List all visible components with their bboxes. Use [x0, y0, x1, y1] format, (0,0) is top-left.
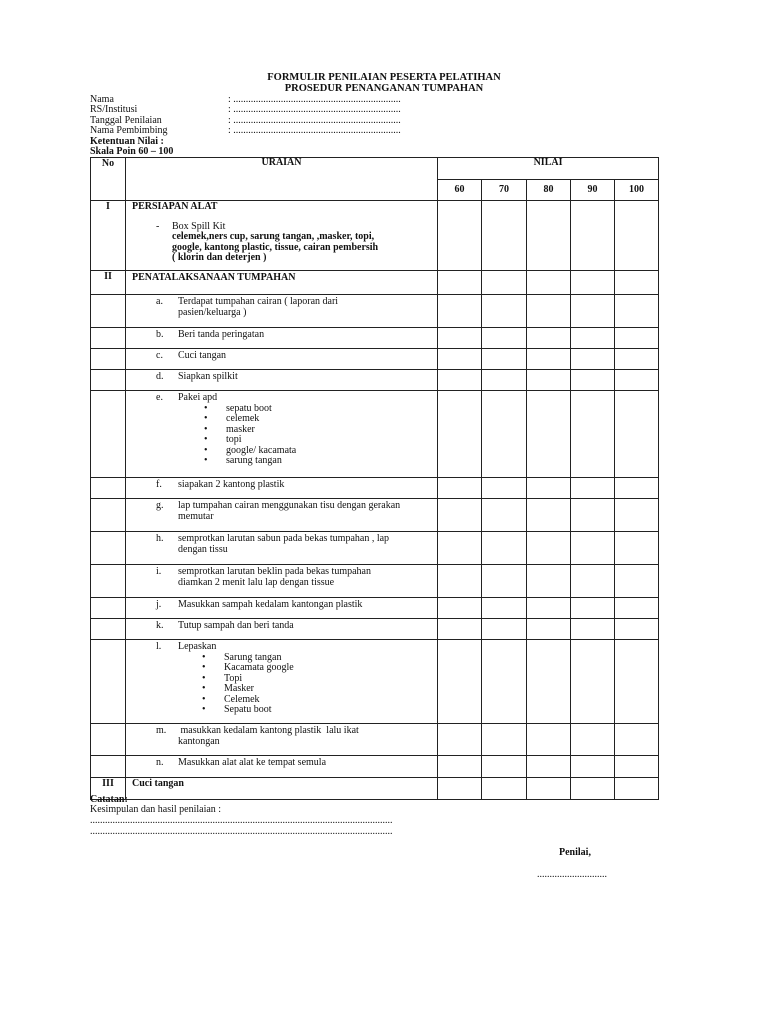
row-no-empty: [91, 640, 126, 724]
item-letter: c.: [156, 350, 163, 361]
score-cell[interactable]: [615, 724, 659, 756]
bullet-icon: •: [204, 423, 208, 435]
item-text: Beri tanda peringatan: [178, 329, 265, 340]
bullet-icon: •: [202, 693, 206, 705]
item-letter: n.: [156, 757, 164, 768]
table-row: [91, 756, 659, 778]
score-cell[interactable]: [615, 478, 659, 499]
row-no-empty: [91, 478, 126, 499]
rules-skala: Skala Poin 60 – 100: [90, 146, 174, 157]
signature-line[interactable]: ............................: [537, 869, 607, 880]
field-label: Nama: [90, 94, 114, 105]
score-header: 90: [571, 180, 615, 201]
item-letter: h.: [156, 533, 164, 544]
score-cell[interactable]: [482, 532, 527, 565]
row-no-empty: [91, 598, 126, 619]
score-cell[interactable]: [571, 328, 615, 349]
item-letter: i.: [156, 566, 162, 577]
row-no-empty: [91, 756, 126, 778]
bullet-item: [204, 455, 437, 467]
bullet-icon: •: [202, 704, 206, 715]
row-no-empty: [91, 724, 126, 756]
bullet-item: [202, 662, 437, 674]
list-item: [126, 349, 437, 362]
item-cell: [126, 391, 438, 478]
score-cell[interactable]: [615, 328, 659, 349]
section-persiapan: [126, 201, 438, 271]
score-cell[interactable]: [438, 370, 482, 391]
field-value: : ...................................................................: [228, 125, 401, 136]
score-cell[interactable]: [615, 532, 659, 565]
score-header: 100: [615, 180, 659, 201]
item-letter: f.: [156, 479, 162, 490]
score-cell[interactable]: [615, 391, 659, 478]
bullet-list: [178, 404, 437, 467]
list-item: [126, 478, 437, 491]
bullet-text: sepatu boot: [226, 402, 272, 414]
item-text: pasien/keluarga ): [178, 306, 247, 318]
row-no-empty: [91, 295, 126, 328]
score-cell[interactable]: [615, 295, 659, 328]
score-cell[interactable]: [527, 724, 571, 756]
item-letter: j.: [156, 599, 162, 610]
score-header: 80: [527, 180, 571, 201]
bullet-text: Topi: [224, 672, 243, 684]
table-row: [91, 201, 659, 271]
item-text: diamkan 2 menit lalu lap dengan tissue: [178, 576, 335, 588]
score-cell[interactable]: [438, 328, 482, 349]
score-cell[interactable]: [482, 756, 527, 778]
row-no-empty: [91, 499, 126, 532]
item-cell: [126, 532, 438, 565]
item-cell: [126, 499, 438, 532]
score-cell[interactable]: [527, 201, 571, 271]
table-row: [91, 640, 659, 724]
list-item: [126, 328, 437, 341]
item-text: Pakei apd: [178, 392, 218, 403]
table-row: [91, 598, 659, 619]
score-cell[interactable]: [571, 619, 615, 640]
score-cell[interactable]: [615, 499, 659, 532]
score-cell[interactable]: [615, 565, 659, 598]
bullet-text: celemek: [226, 413, 260, 424]
score-cell[interactable]: [527, 619, 571, 640]
score-cell[interactable]: [438, 295, 482, 328]
table-row: [91, 370, 659, 391]
list-item: [126, 640, 437, 716]
item-text: Cuci tangan: [178, 350, 227, 361]
form-title-line2: PROSEDUR PENANGANAN TUMPAHAN: [284, 83, 484, 94]
list-item: [126, 391, 437, 467]
section-title: Cuci tangan: [126, 778, 438, 800]
item-detail: google, kantong plastic, tissue, cairan pembersih: [172, 241, 379, 253]
item-text: Terdapat tumpahan cairan ( laporan dari: [178, 296, 339, 307]
score-cell[interactable]: [571, 370, 615, 391]
score-header: 70: [482, 180, 527, 201]
item-text: Box Spill Kit: [172, 220, 226, 232]
score-cell[interactable]: [571, 499, 615, 532]
table-row: [91, 778, 659, 800]
score-cell[interactable]: [571, 640, 615, 724]
table-row: [91, 565, 659, 598]
item-cell: [126, 640, 438, 724]
rules-ketentuan: Ketentuan Nilai :: [90, 136, 164, 147]
field-label: Nama Pembimbing: [90, 125, 168, 136]
bullet-icon: •: [204, 413, 208, 424]
list-item: [126, 532, 437, 555]
score-cell[interactable]: [438, 640, 482, 724]
bullet-list: [178, 653, 437, 716]
bullet-text: Kacamata google: [224, 662, 294, 673]
row-no-empty: [91, 328, 126, 349]
row-no-empty: [91, 532, 126, 565]
score-cell[interactable]: [482, 499, 527, 532]
table-row: [91, 532, 659, 565]
bullet-icon: •: [204, 434, 208, 445]
table-row: [91, 295, 659, 328]
list-item: [126, 499, 437, 522]
table-row: [91, 271, 659, 295]
table-row: [91, 349, 659, 370]
row-no-empty: [91, 565, 126, 598]
score-cell[interactable]: [527, 391, 571, 478]
notes-dotted-line: .........................................................................................................................: [90, 815, 393, 826]
score-cell[interactable]: [527, 349, 571, 370]
notes-kesimpulan: Kesimpulan dan hasil penilaian :: [90, 804, 222, 815]
item-text: siapakan 2 kantong plastik: [178, 479, 285, 490]
list-item: [126, 724, 437, 747]
item-cell: [126, 370, 438, 391]
row-no: II: [91, 271, 126, 295]
score-cell[interactable]: [615, 598, 659, 619]
score-cell[interactable]: [571, 756, 615, 778]
score-cell[interactable]: [438, 201, 482, 271]
item-cell: [126, 328, 438, 349]
header-uraian: URAIAN: [126, 158, 438, 201]
item-text: semprotkan larutan sabun pada bekas tumpahan , lap: [178, 533, 390, 544]
list-item: [126, 565, 437, 588]
item-cell: [126, 295, 438, 328]
bullet-item: [202, 672, 437, 685]
item-text: kantongan: [178, 735, 220, 747]
score-cell[interactable]: [438, 499, 482, 532]
item-letter: d.: [156, 371, 164, 382]
bullet-icon: •: [202, 672, 206, 684]
score-cell[interactable]: [571, 295, 615, 328]
signature-label: Penilai,: [559, 847, 591, 858]
item-letter: a.: [156, 296, 163, 307]
item-cell: [126, 598, 438, 619]
table-row: [91, 328, 659, 349]
score-header: 60: [438, 180, 482, 201]
row-no: I: [91, 201, 126, 271]
field-label: RS/Institusi: [90, 104, 138, 115]
section-title: PENATALAKSANAAN TUMPAHAN: [126, 271, 438, 295]
score-cell[interactable]: [571, 598, 615, 619]
header-no: No: [91, 158, 126, 201]
score-cell[interactable]: [482, 565, 527, 598]
score-cell[interactable]: [438, 478, 482, 499]
row-no-empty: [91, 349, 126, 370]
score-cell[interactable]: [527, 778, 571, 800]
bullet-text: Sepatu boot: [224, 704, 272, 715]
field-value: : ...................................................................: [228, 115, 401, 126]
item-cell: [126, 349, 438, 370]
bullet-text: masker: [226, 423, 255, 435]
field-value: : ...................................................................: [228, 104, 401, 115]
score-cell[interactable]: [571, 778, 615, 800]
score-cell[interactable]: [438, 619, 482, 640]
score-cell[interactable]: [615, 370, 659, 391]
item-cell: [126, 565, 438, 598]
score-cell[interactable]: [527, 598, 571, 619]
score-cell[interactable]: [527, 532, 571, 565]
score-cell[interactable]: [571, 478, 615, 499]
item-letter: m.: [156, 725, 167, 736]
bullet-text: Sarung tangan: [224, 651, 282, 663]
item-cell: [126, 619, 438, 640]
score-cell[interactable]: [482, 778, 527, 800]
item-cell: [126, 724, 438, 756]
bullet-text: Masker: [224, 683, 254, 694]
bullet-icon: •: [202, 683, 206, 694]
bullet-item: [204, 423, 437, 436]
score-cell[interactable]: [527, 328, 571, 349]
score-cell[interactable]: [527, 565, 571, 598]
score-cell[interactable]: [438, 565, 482, 598]
field-value: : ...................................................................: [228, 94, 401, 105]
section-title: PERSIAPAN ALAT: [132, 201, 218, 212]
score-cell[interactable]: [482, 349, 527, 370]
score-cell[interactable]: [527, 370, 571, 391]
item-text: Siapkan spilkit: [178, 371, 238, 382]
score-cell[interactable]: [482, 271, 527, 295]
notes-catatan: Catatan:: [90, 794, 128, 805]
list-item: [126, 619, 437, 632]
score-cell[interactable]: [527, 478, 571, 499]
score-cell[interactable]: [482, 391, 527, 478]
score-cell[interactable]: [615, 349, 659, 370]
row-no-empty: [91, 619, 126, 640]
bullet-icon: •: [204, 455, 208, 466]
score-cell[interactable]: [482, 295, 527, 328]
field-label: Tanggal Penilaian: [90, 115, 162, 126]
item-letter: g.: [156, 500, 164, 511]
row-no-empty: [91, 370, 126, 391]
score-cell[interactable]: [527, 271, 571, 295]
bullet-text: sarung tangan: [226, 455, 282, 466]
score-cell[interactable]: [571, 349, 615, 370]
score-cell[interactable]: [571, 391, 615, 478]
score-cell[interactable]: [615, 271, 659, 295]
item-cell: [126, 756, 438, 778]
item-letter: l.: [156, 641, 162, 652]
table-row: [91, 724, 659, 756]
score-cell[interactable]: [571, 724, 615, 756]
score-cell[interactable]: [527, 640, 571, 724]
bullet-text: google/ kacamata: [226, 444, 297, 456]
header-nilai: NILAI: [438, 158, 659, 180]
row-no-empty: [91, 391, 126, 478]
score-cell[interactable]: [482, 598, 527, 619]
item-letter: b.: [156, 329, 164, 340]
score-cell[interactable]: [438, 391, 482, 478]
score-cell[interactable]: [482, 328, 527, 349]
list-item: [126, 598, 437, 611]
bullet-text: topi: [226, 434, 242, 445]
assessment-table: [90, 157, 659, 800]
item-text: memutar: [178, 510, 214, 522]
table-row: [91, 619, 659, 640]
score-cell[interactable]: [615, 640, 659, 724]
table-row: [91, 499, 659, 532]
item-detail: ( klorin dan deterjen ): [172, 252, 267, 263]
dash-marker: -: [156, 220, 160, 232]
score-cell[interactable]: [571, 201, 615, 271]
score-cell[interactable]: [438, 724, 482, 756]
score-cell[interactable]: [615, 778, 659, 800]
score-cell[interactable]: [571, 271, 615, 295]
item-cell: [126, 478, 438, 499]
score-cell[interactable]: [482, 370, 527, 391]
item-text: Masukkan alat alat ke tempat semula: [178, 757, 327, 768]
list-item: [126, 295, 437, 318]
score-cell[interactable]: [438, 532, 482, 565]
bullet-icon: •: [204, 444, 208, 456]
item-text: dengan tissu: [178, 543, 228, 555]
item-text: masukkan kedalam kantong plastik lalu ikat: [178, 725, 359, 736]
score-cell[interactable]: [482, 478, 527, 499]
score-cell[interactable]: [571, 532, 615, 565]
score-cell[interactable]: [571, 565, 615, 598]
score-cell[interactable]: [527, 499, 571, 532]
score-cell[interactable]: [615, 619, 659, 640]
score-cell[interactable]: [438, 778, 482, 800]
score-cell[interactable]: [482, 619, 527, 640]
list-item: [126, 370, 437, 383]
item-letter: k.: [156, 620, 164, 631]
list-item: [126, 756, 437, 769]
notes-dotted-line: .........................................................................................................................: [90, 826, 393, 837]
table-row: [91, 478, 659, 499]
item-text: lap tumpahan cairan menggunakan tisu dengan gerakan: [178, 500, 401, 511]
item-text: Lepaskan: [178, 641, 217, 652]
item-letter: e.: [156, 392, 163, 403]
form-title-line1: FORMULIR PENILAIAN PESERTA PELATIHAN: [267, 72, 501, 83]
score-cell[interactable]: [482, 724, 527, 756]
item-detail: celemek,ners cup, sarung tangan, ,masker, topi,: [172, 231, 375, 242]
score-cell[interactable]: [438, 598, 482, 619]
bullet-icon: •: [204, 402, 208, 414]
bullet-icon: •: [202, 651, 206, 663]
bullet-text: Celemek: [224, 693, 260, 705]
score-cell[interactable]: [482, 640, 527, 724]
table-row: [91, 391, 659, 478]
item-text: Masukkan sampah kedalam kantongan plastik: [178, 599, 363, 610]
score-cell[interactable]: [438, 756, 482, 778]
item-text: semprotkan larutan beklin pada bekas tumpahan: [178, 566, 371, 577]
bullet-item: [202, 704, 437, 716]
score-cell[interactable]: [438, 271, 482, 295]
score-cell[interactable]: [438, 349, 482, 370]
row-no: III: [91, 778, 126, 800]
score-cell[interactable]: [527, 756, 571, 778]
item-text: Tutup sampah dan beri tanda: [178, 620, 294, 631]
bullet-item: [204, 413, 437, 425]
score-cell[interactable]: [527, 295, 571, 328]
score-cell[interactable]: [615, 201, 659, 271]
score-cell[interactable]: [615, 756, 659, 778]
score-cell[interactable]: [482, 201, 527, 271]
bullet-icon: •: [202, 662, 206, 673]
